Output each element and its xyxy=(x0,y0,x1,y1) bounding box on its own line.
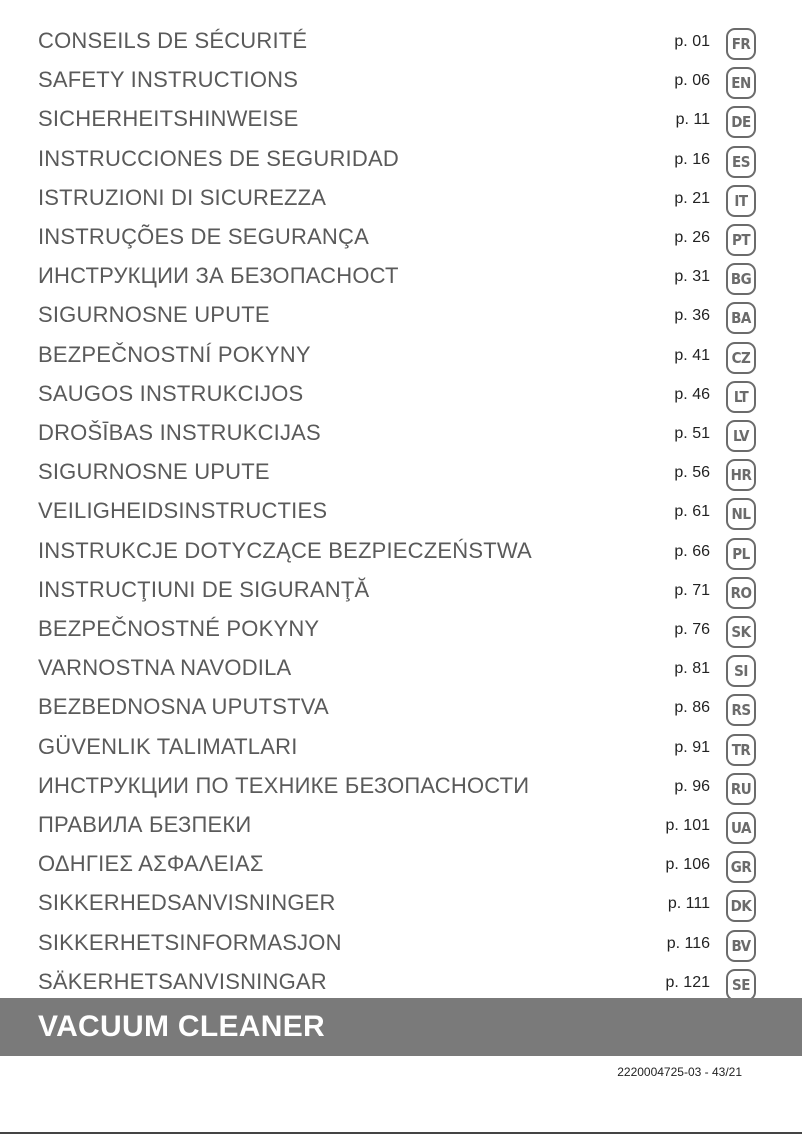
language-code-badge: SE xyxy=(726,969,756,1001)
language-code-badge: RO xyxy=(726,577,756,609)
toc-page-number: p. 116 xyxy=(666,934,710,952)
toc-page-number: p. 81 xyxy=(674,660,710,678)
language-code-badge: ES xyxy=(726,146,756,178)
toc-page-number: p. 101 xyxy=(665,817,710,834)
toc-title: INSTRUCCIONES DE SEGURIDAD xyxy=(38,145,399,171)
toc-title: GÜVENLIK TALIMATLARI xyxy=(38,733,298,759)
language-code-badge: BG xyxy=(726,263,756,295)
language-code-badge: PT xyxy=(726,224,756,256)
language-code-badge: DK xyxy=(726,890,756,922)
language-code-badge: EN xyxy=(726,67,756,99)
toc-title: SAFETY INSTRUCTIONS xyxy=(38,67,299,93)
document-code: 2220004725-03 - 43/21 xyxy=(617,1065,742,1079)
language-code-badge: LT xyxy=(726,381,756,413)
toc-row-lt[interactable] xyxy=(0,377,802,413)
toc-title: CONSEILS DE SÉCURITÉ xyxy=(38,28,308,53)
toc-page-number: p. 61 xyxy=(674,503,710,521)
product-title: VACUUM CLEANER xyxy=(38,1010,325,1043)
toc-page-number: p. 96 xyxy=(674,777,710,795)
toc-row-cz[interactable] xyxy=(0,338,802,374)
toc-row-ru[interactable] xyxy=(0,769,802,805)
language-code-badge: IT xyxy=(726,185,756,217)
toc-row-tr[interactable] xyxy=(0,730,802,766)
toc-row-ba[interactable] xyxy=(0,298,802,334)
toc-page-number: p. 16 xyxy=(674,150,710,168)
toc-row-nl[interactable] xyxy=(0,494,802,530)
toc-row-de[interactable] xyxy=(0,102,802,138)
toc-page-number: p. 31 xyxy=(674,268,710,286)
toc-row-pt[interactable] xyxy=(0,220,802,256)
language-code-badge: DE xyxy=(726,106,756,138)
toc-page-number: p. 06 xyxy=(674,72,710,90)
toc-page-number: p. 21 xyxy=(674,189,710,207)
toc-title: BEZBEDNOSNA UPUTSTVA xyxy=(38,694,329,720)
language-code-badge: GR xyxy=(726,851,756,883)
bottom-divider xyxy=(0,1132,802,1134)
toc-row-dk[interactable] xyxy=(0,886,802,922)
language-code-badge: TR xyxy=(726,734,756,766)
language-code-badge: LV xyxy=(726,420,756,452)
toc-title: VARNOSTNA NAVODILA xyxy=(38,655,292,681)
toc-row-ro[interactable] xyxy=(0,573,802,609)
toc-title: DROŠĪBAS INSTRUKCIJAS xyxy=(38,420,321,445)
product-banner xyxy=(0,998,802,1056)
toc-title: SIKKERHETSINFORMASJON xyxy=(38,929,342,955)
language-code-badge: SK xyxy=(726,616,756,648)
toc-row-rs[interactable] xyxy=(0,690,802,726)
language-code-badge: CZ xyxy=(726,342,756,374)
toc-row-sk[interactable] xyxy=(0,612,802,648)
toc-title: INSTRUKCJE DOTYCZĄCE BEZPIECZEŃSTWA xyxy=(38,537,532,563)
toc-row-fr[interactable] xyxy=(0,24,802,60)
toc-title: ИНСТРУКЦИИ ЗА БЕЗОПАСНОСТ xyxy=(38,263,399,289)
toc-title: SIGURNOSNE UPUTE xyxy=(38,459,270,485)
toc-row-gr[interactable] xyxy=(0,847,802,883)
toc-page-number: p. 46 xyxy=(674,385,710,403)
toc-title: SIKKERHEDSANVISNINGER xyxy=(38,890,336,916)
language-code-badge: UA xyxy=(726,812,756,844)
language-code-badge: NL xyxy=(726,498,756,530)
toc-row-lv[interactable] xyxy=(0,416,802,452)
toc-title: SICHERHEITSHINWEISE xyxy=(38,106,299,132)
toc-title: SAUGOS INSTRUKCIJOS xyxy=(38,380,304,406)
toc-row-pl[interactable] xyxy=(0,534,802,570)
toc-title: ΟΔΗΓΙΕΣ ΑΣΦΑΛΕΙΑΣ xyxy=(38,851,264,877)
toc-page-number: p. 11 xyxy=(675,111,710,129)
toc-row-bv[interactable] xyxy=(0,926,802,962)
language-code-badge: PL xyxy=(726,538,756,570)
language-code-badge: BV xyxy=(726,930,756,962)
toc-page-number: p. 111 xyxy=(667,895,710,913)
toc-title: ИНСТРУКЦИИ ПО ТЕХНИКЕ БЕЗОПАСНОСТИ xyxy=(38,772,530,798)
toc-title: ISTRUZIONI DI SICUREZZA xyxy=(38,184,327,210)
toc-title: INSTRUÇÕES DE SEGURANÇA xyxy=(38,224,369,249)
toc-row-bg[interactable] xyxy=(0,259,802,295)
language-code-badge: RU xyxy=(726,773,756,805)
toc-title: BEZPEČNOSTNÍ POKYNY xyxy=(38,341,311,367)
toc-page-number: p. 56 xyxy=(674,464,710,482)
toc-row-hr[interactable] xyxy=(0,455,802,491)
language-code-badge: HR xyxy=(726,459,756,491)
toc-page-number: p. 71 xyxy=(674,581,710,599)
toc-page-number: p. 36 xyxy=(674,307,710,325)
toc-row-es[interactable] xyxy=(0,142,802,178)
language-code-badge: SI xyxy=(726,655,756,687)
toc-page-number: p. 91 xyxy=(674,738,710,756)
toc-title: SÄKERHETSANVISNINGAR xyxy=(38,968,327,994)
toc-title: VEILIGHEIDSINSTRUCTIES xyxy=(38,498,328,524)
toc-title: INSTRUCŢIUNI DE SIGURANŢĂ xyxy=(38,576,370,602)
toc-page-number: p. 66 xyxy=(674,542,710,560)
toc-page-number: p. 01 xyxy=(674,33,710,50)
language-code-badge: FR xyxy=(726,28,756,60)
language-code-badge: RS xyxy=(726,694,756,726)
toc-title: ПРАВИЛА БЕЗПЕКИ xyxy=(38,812,252,837)
toc-row-se[interactable] xyxy=(0,965,802,1001)
toc-row-ua[interactable] xyxy=(0,808,802,844)
toc-page-number: p. 51 xyxy=(674,425,710,442)
toc-title: SIGURNOSNE UPUTE xyxy=(38,302,270,328)
toc-page-number: p. 41 xyxy=(674,346,710,364)
toc-page-number: p. 76 xyxy=(674,621,710,638)
language-code-badge: BA xyxy=(726,302,756,334)
toc-page-number: p. 106 xyxy=(665,856,710,874)
toc-page-number: p. 121 xyxy=(665,973,710,991)
toc-row-si[interactable] xyxy=(0,651,802,687)
toc-row-en[interactable] xyxy=(0,63,802,99)
toc-page-number: p. 26 xyxy=(674,229,710,246)
toc-title: BEZPEČNOSTNÉ POKYNY xyxy=(38,616,320,641)
toc-row-it[interactable] xyxy=(0,181,802,217)
toc-page-number: p. 86 xyxy=(674,699,710,717)
